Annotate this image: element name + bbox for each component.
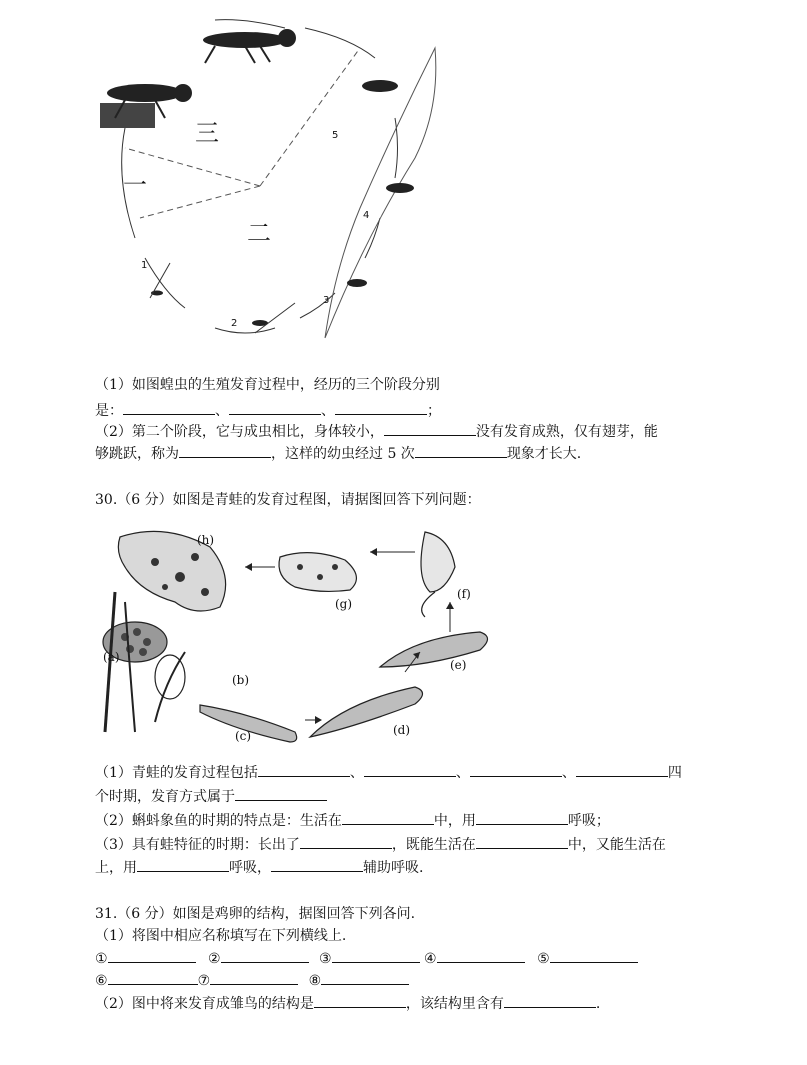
frog-lifecycle-figure [95, 522, 505, 752]
answer-blank[interactable] [415, 443, 507, 458]
locust-lifecycle-drawing [95, 8, 450, 348]
answer-blank[interactable] [123, 400, 215, 415]
locust-lifecycle-figure [95, 8, 450, 348]
circled-number-7: ⑦ [197, 973, 211, 989]
answer-blank[interactable] [179, 443, 271, 458]
frog-label-h: (h) [197, 533, 215, 547]
q29-part2-text-e: 现象才长大. [506, 446, 582, 462]
instar-number-4: 4 [363, 210, 370, 221]
q30-part3-text-c: 中，又能生活在 [567, 837, 666, 853]
frog-label-a: (a) [103, 650, 120, 664]
answer-blank[interactable] [300, 834, 392, 849]
q29-part2-line1 [95, 421, 658, 442]
q29-part1-line2 [95, 400, 441, 421]
q30-part2-text-b: 中，用 [433, 813, 476, 829]
semicolon: ； [427, 403, 441, 419]
answer-blank[interactable] [235, 786, 327, 801]
instar-number-2: 2 [231, 318, 238, 329]
q30-part3-line2 [95, 857, 423, 878]
frog-label-d: (d) [393, 723, 411, 737]
answer-blank[interactable] [576, 762, 668, 777]
answer-blank[interactable] [271, 857, 363, 872]
q30-part1-line2 [95, 786, 327, 807]
answer-blank[interactable] [335, 400, 427, 415]
answer-blank[interactable] [384, 421, 476, 436]
q30-part3-text-a: （3）具有蛙特征的时期：长出了 [95, 837, 300, 853]
answer-blank[interactable] [108, 948, 196, 963]
answer-blank[interactable] [314, 993, 406, 1008]
frog-label-e: (e) [450, 658, 467, 672]
separator: 、 [215, 403, 229, 419]
separator: 、 [455, 765, 470, 781]
answer-blank[interactable] [258, 762, 350, 777]
frog-label-b: (b) [232, 673, 250, 687]
q31-part2-text-c: . [595, 996, 601, 1012]
q29-part2-text-a: （2）第二个阶段，它与成虫相比，身体较小， [95, 424, 384, 440]
q29-part2-line2 [95, 443, 581, 464]
circled-number-2: ② [208, 951, 221, 967]
answer-blank[interactable] [332, 948, 420, 963]
q29-part2-text-d: ，这样的幼虫经过 5 次 [271, 446, 415, 462]
q29-part1-line1 [95, 375, 440, 395]
stage-label-one: 一 [123, 171, 147, 199]
q30-part1-text: （1）青蛙的发育过程包括 [95, 765, 258, 781]
q31-part2 [95, 993, 600, 1014]
q30-part2 [95, 810, 610, 831]
instar-number-1: 1 [141, 260, 148, 271]
circled-number-5: ⑤ [537, 951, 550, 967]
stage-label-two: 二 [247, 219, 271, 247]
frog-label-c: (c) [235, 729, 252, 743]
q31-blanks-row1 [95, 948, 638, 969]
answer-blank[interactable] [229, 400, 321, 415]
q30-part1-line1 [95, 762, 682, 783]
q31-part1: （1）将图中相应名称填写在下列横线上. [95, 928, 347, 944]
q29-part2-text-b: 没有发育成熟，仅有翅芽，能 [475, 424, 658, 440]
answer-blank[interactable] [550, 948, 638, 963]
q29-part1-text: （1）如图蝗虫的生殖发育过程中，经历的三个阶段分别 [95, 377, 440, 393]
instar-number-3: 3 [323, 295, 330, 306]
q29-part2-text-c: 够跳跃，称为 [95, 446, 179, 462]
answer-blank[interactable] [108, 970, 198, 985]
circled-number-6: ⑥ [95, 973, 108, 989]
q31-blanks-row2 [95, 970, 409, 991]
answer-blank[interactable] [221, 948, 309, 963]
answer-blank[interactable] [437, 948, 525, 963]
q30-part1-suffix: 四 [667, 765, 682, 781]
q31-header: 31.（6 分）如图是鸡卵的结构，据图回答下列各问. [95, 906, 416, 922]
q30-part3-text-e: 呼吸， [229, 860, 271, 876]
answer-blank[interactable] [504, 993, 596, 1008]
answer-blank[interactable] [342, 810, 434, 825]
circled-number-4: ④ [424, 951, 437, 967]
answer-blank[interactable] [470, 762, 562, 777]
answer-blank[interactable] [476, 834, 568, 849]
q30-part3-text-b: ，既能生活在 [391, 837, 476, 853]
q31-part2-text-a: （2）图中将来发育成雏鸟的结构是 [95, 996, 314, 1012]
q30-part2-text-c: 呼吸； [567, 813, 610, 829]
answer-blank[interactable] [210, 970, 298, 985]
q30-part2-text-a: （2）蝌蚪象鱼的时期的特点是：生活在 [95, 813, 342, 829]
separator: 、 [321, 403, 335, 419]
frog-label-g: (g) [335, 597, 353, 611]
instar-number-5: 5 [332, 130, 339, 141]
frog-lifecycle-drawing [95, 522, 505, 752]
circled-number-1: ① [95, 951, 108, 967]
answer-blank[interactable] [364, 762, 456, 777]
q30-part3-line1 [95, 834, 666, 855]
frog-label-f: (f) [457, 587, 471, 601]
answer-blank[interactable] [321, 970, 409, 985]
q30-part3-text-f: 辅助呼吸. [363, 860, 424, 876]
stage-label-three: 三 [195, 119, 219, 147]
separator: 、 [561, 765, 576, 781]
circled-number-8: ⑧ [308, 973, 322, 989]
q29-prefix: 是： [95, 403, 123, 419]
q30-part3-text-d: 上，用 [95, 860, 137, 876]
answer-blank[interactable] [476, 810, 568, 825]
circled-number-3: ③ [319, 951, 332, 967]
q31-part2-text-b: ，该结构里含有 [405, 996, 504, 1012]
separator: 、 [349, 765, 364, 781]
q30-header: 30.（6 分）如图是青蛙的发育过程图，请据图回答下列问题： [95, 492, 481, 508]
q30-part1-text-b: 个时期，发育方式属于 [95, 789, 235, 805]
answer-blank[interactable] [137, 857, 229, 872]
